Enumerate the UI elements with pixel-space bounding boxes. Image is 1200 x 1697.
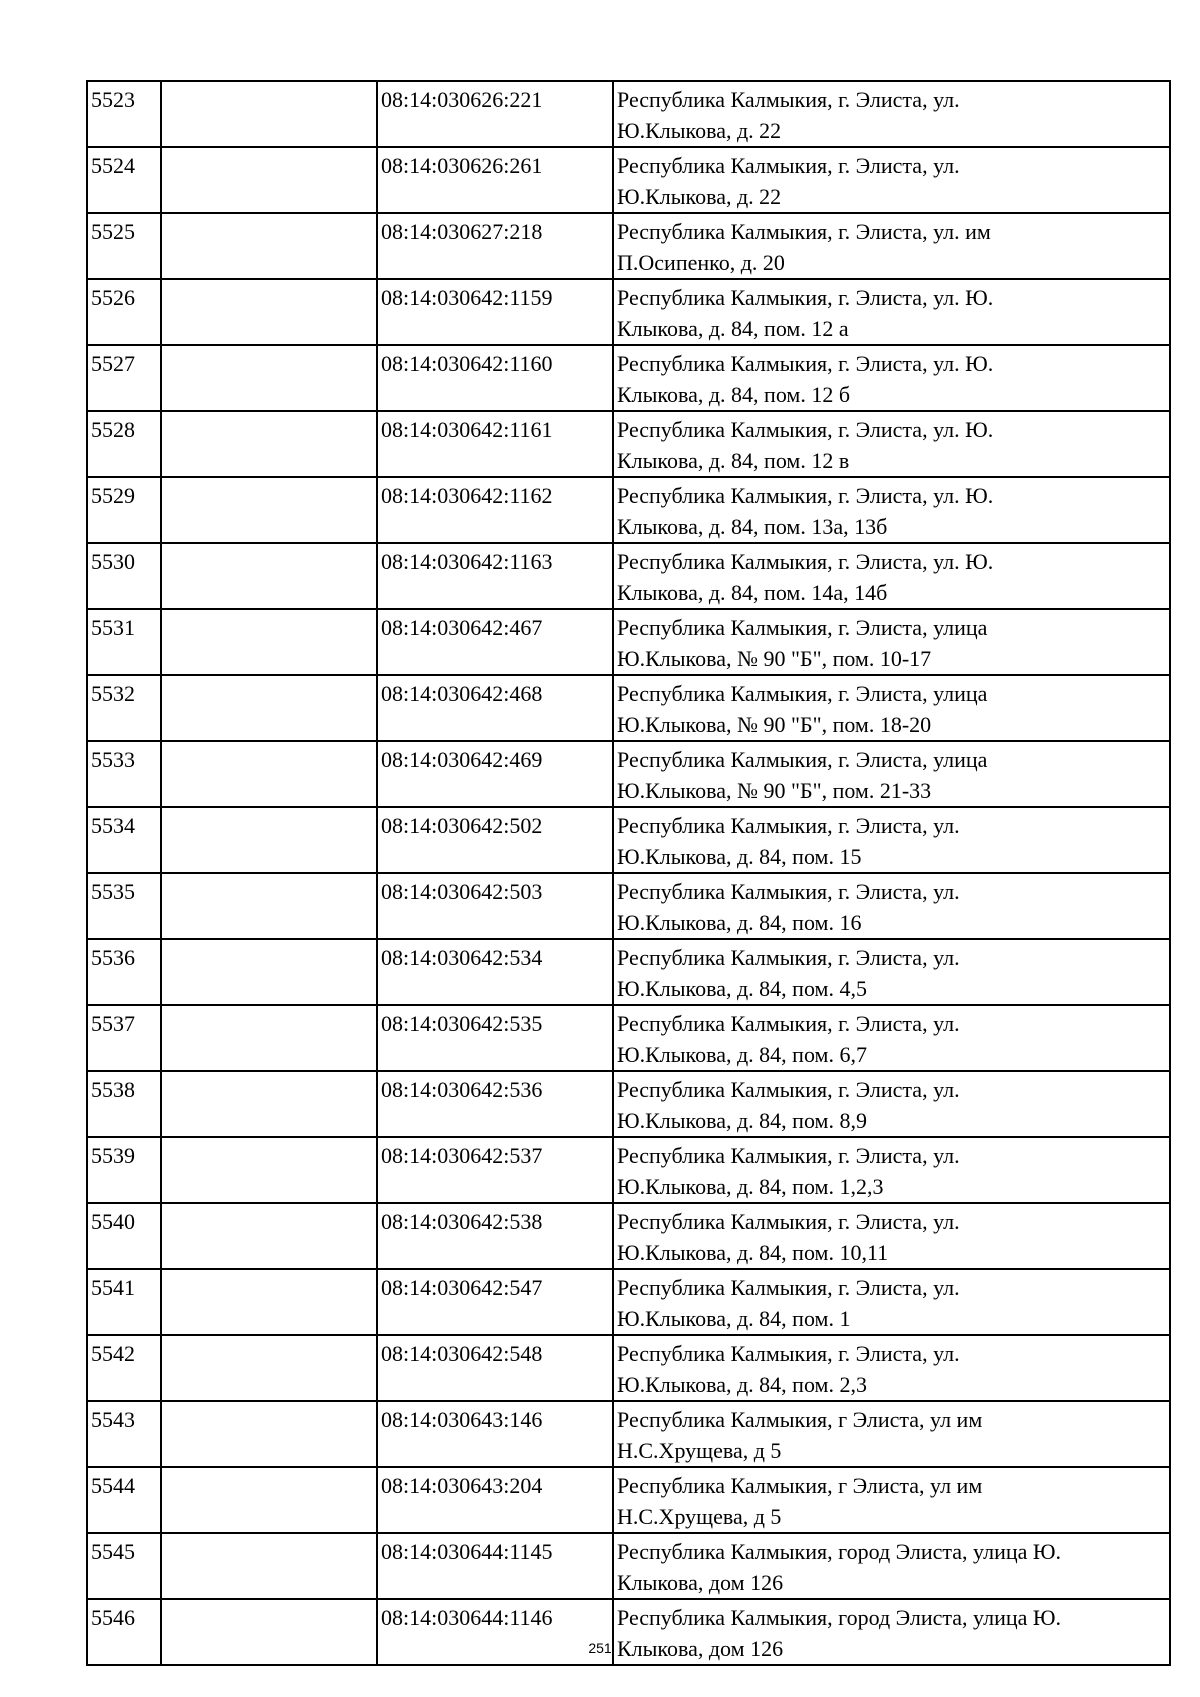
address-line-2: Клыкова, д. 84, пом. 12 а [617,316,849,341]
row-number-cell: 5533 [87,741,161,807]
address-line-1: Республика Калмыкия, г. Элиста, ул. [617,1209,960,1234]
address-cell [613,345,1170,411]
address-line-1: Республика Калмыкия, город Элиста, улица Ю. [617,1605,1061,1630]
address-line-1: Республика Калмыкия, г. Элиста, ул. Ю. [617,351,994,376]
address-line-1: Республика Калмыкия, г. Элиста, ул. [617,87,960,112]
owner-cell [161,345,377,411]
address-cell [613,147,1170,213]
owner-cell [161,543,377,609]
address-cell [613,1401,1170,1467]
address-cell [613,1203,1170,1269]
address-cell [613,1269,1170,1335]
owner-cell [161,81,377,147]
address-cell [613,477,1170,543]
address-line-2: Ю.Клыкова, № 90 "Б", пом. 21-33 [617,778,932,803]
owner-cell [161,741,377,807]
address-line-2: Ю.Клыкова, д. 84, пом. 1,2,3 [617,1174,884,1199]
address-line-1: Республика Калмыкия, г Элиста, ул им [617,1407,983,1432]
address-cell [613,609,1170,675]
table-row [87,279,1170,345]
table-row [87,873,1170,939]
address-line-1: Республика Калмыкия, г. Элиста, улица [617,615,988,640]
row-number-cell: 5535 [87,873,161,939]
address-line-2: П.Осипенко, д. 20 [617,250,785,275]
table-row [87,675,1170,741]
address-line-2: Н.С.Хрущева, д 5 [617,1504,782,1529]
row-number-cell: 5531 [87,609,161,675]
address-line-2: Ю.Клыкова, д. 22 [617,184,782,209]
cadastral-number-cell: 08:14:030642:503 [377,873,613,939]
table-row [87,1071,1170,1137]
address-cell [613,81,1170,147]
table-row [87,1467,1170,1533]
address-line-1: Республика Калмыкия, г. Элиста, ул. Ю. [617,285,994,310]
row-number-cell: 5523 [87,81,161,147]
address-cell [613,1005,1170,1071]
owner-cell [161,477,377,543]
cadastral-number-cell: 08:14:030642:538 [377,1203,613,1269]
address-line-1: Республика Калмыкия, г. Элиста, ул. [617,1011,960,1036]
address-line-2: Клыкова, д. 84, пом. 12 в [617,448,850,473]
row-number-cell: 5544 [87,1467,161,1533]
row-number-cell: 5546 [87,1599,161,1665]
address-line-1: Республика Калмыкия, г. Элиста, ул. [617,1275,960,1300]
address-line-1: Республика Калмыкия, г. Элиста, ул. Ю. [617,417,994,442]
address-line-2: Ю.Клыкова, д. 84, пом. 10,11 [617,1240,889,1265]
row-number-cell: 5540 [87,1203,161,1269]
table-row [87,477,1170,543]
address-cell [613,1071,1170,1137]
address-cell [613,279,1170,345]
address-line-1: Республика Калмыкия, г. Элиста, ул. [617,1077,960,1102]
cadastral-number-cell: 08:14:030642:1163 [377,543,613,609]
address-line-2: Ю.Клыкова, № 90 "Б", пом. 18-20 [617,712,932,737]
address-line-2: Клыкова, дом 126 [617,1570,784,1595]
owner-cell [161,939,377,1005]
cadastral-number-cell: 08:14:030642:502 [377,807,613,873]
address-line-2: Ю.Клыкова, д. 84, пом. 16 [617,910,862,935]
registry-table-body [87,81,1170,1665]
cadastral-number-cell: 08:14:030644:1145 [377,1533,613,1599]
owner-cell [161,1203,377,1269]
cadastral-number-cell: 08:14:030626:221 [377,81,613,147]
address-line-1: Республика Калмыкия, г. Элиста, улица [617,681,988,706]
cadastral-number-cell: 08:14:030642:1159 [377,279,613,345]
address-line-2: Ю.Клыкова, д. 84, пом. 15 [617,844,862,869]
table-row [87,543,1170,609]
cadastral-number-cell: 08:14:030642:1162 [377,477,613,543]
address-cell [613,1467,1170,1533]
cadastral-number-cell: 08:14:030642:535 [377,1005,613,1071]
row-number-cell: 5539 [87,1137,161,1203]
row-number-cell: 5532 [87,675,161,741]
address-line-1: Республика Калмыкия, г. Элиста, ул. [617,1341,960,1366]
page-number: 251 [588,1640,612,1656]
table-row [87,81,1170,147]
address-line-2: Клыкова, д. 84, пом. 12 б [617,382,851,407]
address-cell [613,1137,1170,1203]
owner-cell [161,411,377,477]
row-number-cell: 5538 [87,1071,161,1137]
address-line-1: Республика Калмыкия, г. Элиста, улица [617,747,988,772]
cadastral-number-cell: 08:14:030642:547 [377,1269,613,1335]
owner-cell [161,1335,377,1401]
owner-cell [161,1401,377,1467]
property-registry-table [86,80,1171,1666]
address-cell [613,675,1170,741]
address-cell [613,543,1170,609]
address-line-2: Клыкова, д. 84, пом. 14а, 14б [617,580,888,605]
cadastral-number-cell: 08:14:030643:204 [377,1467,613,1533]
row-number-cell: 5529 [87,477,161,543]
cadastral-number-cell: 08:14:030642:467 [377,609,613,675]
address-line-2: Клыкова, дом 126 [617,1636,784,1661]
cadastral-number-cell: 08:14:030642:536 [377,1071,613,1137]
address-line-2: Ю.Клыкова, д. 84, пом. 6,7 [617,1042,867,1067]
table-row [87,741,1170,807]
table-row [87,1137,1170,1203]
owner-cell [161,675,377,741]
row-number-cell: 5541 [87,1269,161,1335]
table-row [87,807,1170,873]
row-number-cell: 5530 [87,543,161,609]
address-line-2: Н.С.Хрущева, д 5 [617,1438,782,1463]
address-cell [613,411,1170,477]
table-row [87,1203,1170,1269]
row-number-cell: 5536 [87,939,161,1005]
row-number-cell: 5528 [87,411,161,477]
address-line-1: Республика Калмыкия, город Элиста, улица Ю. [617,1539,1061,1564]
cadastral-number-cell: 08:14:030642:1161 [377,411,613,477]
cadastral-number-cell: 08:14:030644:1146 [377,1599,613,1665]
owner-cell [161,1269,377,1335]
table-row [87,1335,1170,1401]
address-line-2: Клыкова, д. 84, пом. 13а, 13б [617,514,888,539]
table-row [87,1269,1170,1335]
address-line-2: Ю.Клыкова, № 90 "Б", пом. 10-17 [617,646,932,671]
owner-cell [161,609,377,675]
address-line-1: Республика Калмыкия, г. Элиста, ул. [617,1143,960,1168]
cadastral-number-cell: 08:14:030642:468 [377,675,613,741]
owner-cell [161,279,377,345]
row-number-cell: 5527 [87,345,161,411]
owner-cell [161,1071,377,1137]
table-row [87,213,1170,279]
row-number-cell: 5542 [87,1335,161,1401]
address-line-2: Ю.Клыкова, д. 84, пом. 8,9 [617,1108,867,1133]
cadastral-number-cell: 08:14:030642:537 [377,1137,613,1203]
address-line-1: Республика Калмыкия, г. Элиста, ул. им [617,219,991,244]
address-line-1: Республика Калмыкия, г. Элиста, ул. [617,879,960,904]
cadastral-number-cell: 08:14:030642:1160 [377,345,613,411]
address-line-1: Республика Калмыкия, г. Элиста, ул. [617,153,960,178]
table-row [87,411,1170,477]
table-row [87,147,1170,213]
cadastral-number-cell: 08:14:030643:146 [377,1401,613,1467]
owner-cell [161,1005,377,1071]
owner-cell [161,1467,377,1533]
row-number-cell: 5537 [87,1005,161,1071]
table-row [87,345,1170,411]
cadastral-number-cell: 08:14:030642:469 [377,741,613,807]
table-row [87,939,1170,1005]
address-line-1: Республика Калмыкия, г. Элиста, ул. Ю. [617,549,994,574]
table-row [87,1533,1170,1599]
address-line-2: Ю.Клыкова, д. 22 [617,118,782,143]
address-cell [613,1335,1170,1401]
address-cell [613,741,1170,807]
cadastral-number-cell: 08:14:030642:534 [377,939,613,1005]
address-cell [613,873,1170,939]
owner-cell [161,873,377,939]
address-line-1: Республика Калмыкия, г. Элиста, ул. Ю. [617,483,994,508]
address-line-2: Ю.Клыкова, д. 84, пом. 2,3 [617,1372,867,1397]
table-row [87,1401,1170,1467]
cadastral-number-cell: 08:14:030627:218 [377,213,613,279]
address-cell [613,1533,1170,1599]
table-row [87,1005,1170,1071]
address-line-2: Ю.Клыкова, д. 84, пом. 1 [617,1306,851,1331]
owner-cell [161,147,377,213]
owner-cell [161,213,377,279]
address-line-1: Республика Калмыкия, г. Элиста, ул. [617,945,960,970]
owner-cell [161,1137,377,1203]
cadastral-number-cell: 08:14:030626:261 [377,147,613,213]
owner-cell [161,1533,377,1599]
address-cell [613,213,1170,279]
address-cell [613,807,1170,873]
row-number-cell: 5525 [87,213,161,279]
row-number-cell: 5524 [87,147,161,213]
row-number-cell: 5543 [87,1401,161,1467]
address-line-2: Ю.Клыкова, д. 84, пом. 4,5 [617,976,867,1001]
address-line-1: Республика Калмыкия, г Элиста, ул им [617,1473,983,1498]
row-number-cell: 5526 [87,279,161,345]
row-number-cell: 5545 [87,1533,161,1599]
address-cell [613,939,1170,1005]
owner-cell [161,807,377,873]
address-line-1: Республика Калмыкия, г. Элиста, ул. [617,813,960,838]
cadastral-number-cell: 08:14:030642:548 [377,1335,613,1401]
row-number-cell: 5534 [87,807,161,873]
table-row [87,609,1170,675]
